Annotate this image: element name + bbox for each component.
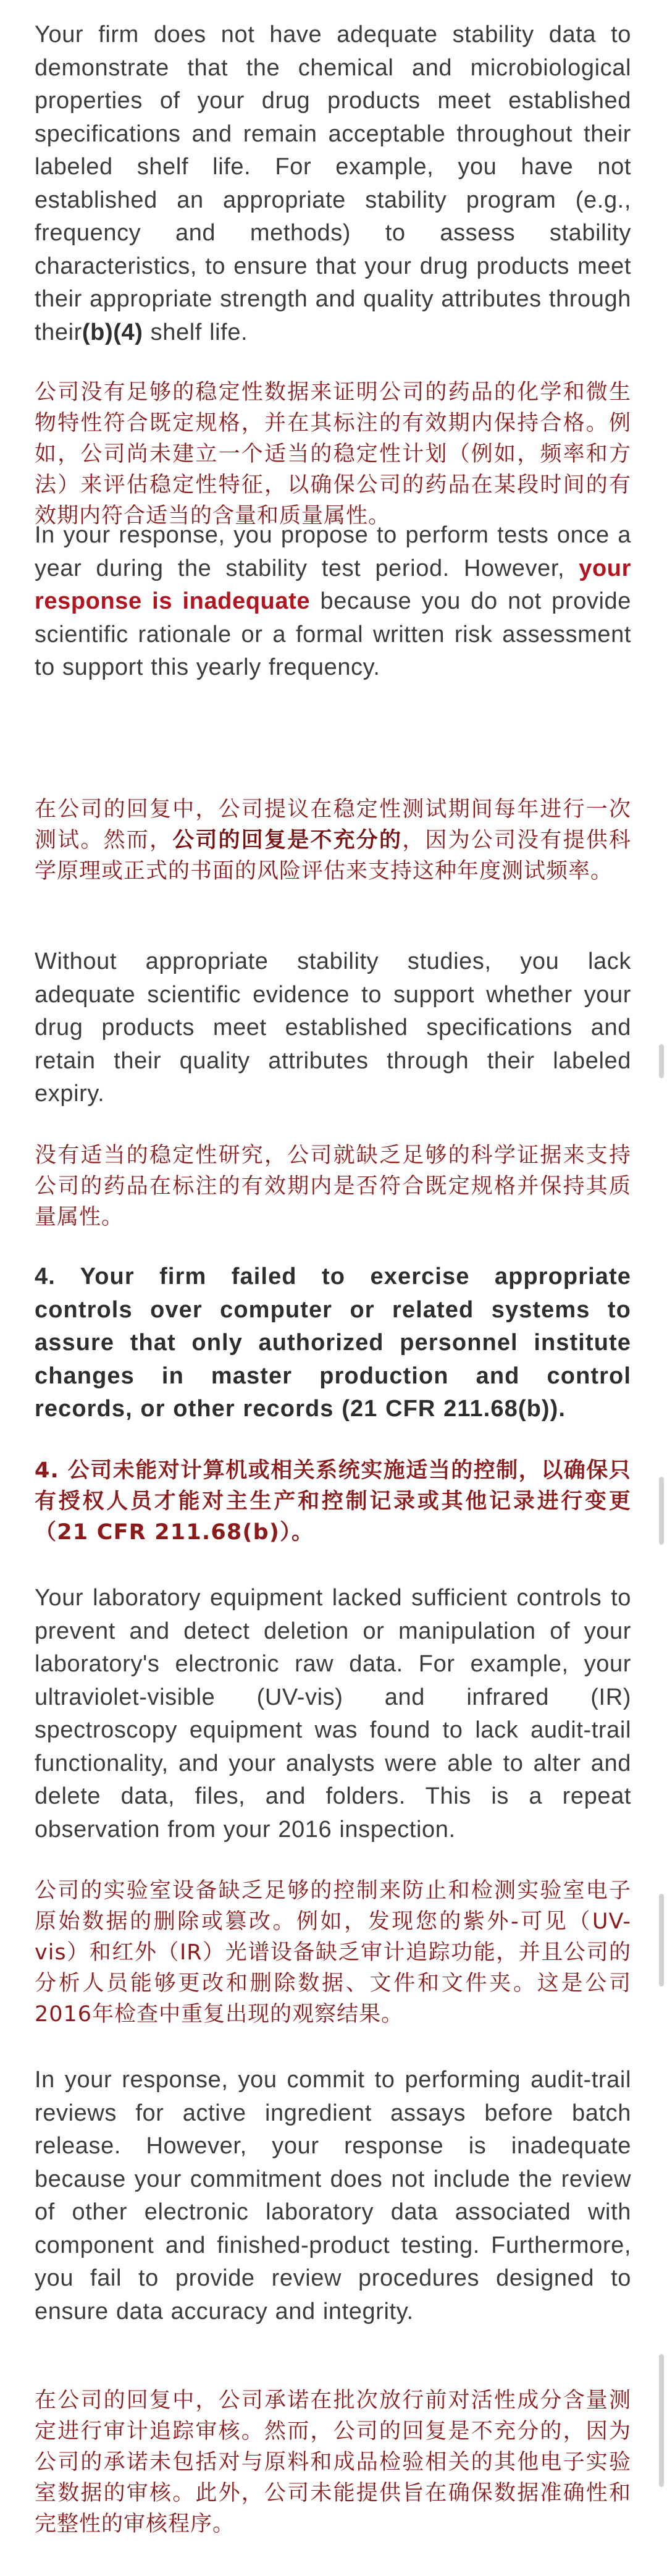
- paragraph-zh-stability-studies: 没有适当的稳定性研究，公司就缺乏足够的科学证据来支持公司的药品在标注的有效期内是否符合既定规格并保持其质量属性。: [35, 1143, 631, 1230]
- paragraph-tail: because you do not provide scientific rationale or a formal written risk assessment to support this yearly frequency.: [35, 588, 631, 680]
- section-heading-zh-4: 4. 公司未能对计算机或相关系统实施适当的控制，以确保只有授权人员才能对主生产和控制记录或其他记录进行变更（21 CFR 211.68(b)）。: [35, 1458, 631, 1545]
- paragraph-text: 在公司的回复中，公司提议在稳定性测试期间每年进行一次测试。然而，: [35, 797, 631, 853]
- paragraph-text: In your response, you propose to perform tests once a year during the stability test period. However,: [35, 522, 631, 581]
- paragraph-en-audit-trail: In your response, you commit to performing audit-trail reviews for active ingredient assays before batch release. However, your response is inadequate because your commitment does not include the review of other electronic laboratory data associated with component and finished-product testing. Furthermore, you fail to provide review procedures designed to ensure data accuracy and integrity.: [35, 2067, 631, 2325]
- paragraph-tail: ，因为公司没有提供科学原理或正式的书面的风险评估来支持这种年度测试频率。: [35, 828, 631, 884]
- scrollbar-thumb[interactable]: [659, 1894, 664, 1987]
- scrollbar-thumb[interactable]: [659, 1477, 664, 1545]
- paragraph-zh-audit-trail: 在公司的回复中，公司承诺在批次放行前对活性成分含量测定进行审计追踪审核。然而，公司的回复是不充分的，因为公司的承诺未包括对与原料和成品检验相关的其他电子实验室数据的审核。此外，公司未能提供旨在确保数据准确性和完整性的审核程序。: [35, 2388, 631, 2536]
- paragraph-text: Your firm does not have adequate stability data to demonstrate that the chemical and microbiological properties of your drug products meet established specifications and remain acceptable throughout their labeled shelf life. For example, you have not established an appropriate stability program (e.g., frequency and methods) to assess stability characteristics, to ensure that your drug products meet their appropriate strength and quality attributes through their: [35, 22, 631, 345]
- scrollbar-thumb[interactable]: [659, 1044, 664, 1078]
- paragraph-tail: shelf life.: [143, 319, 248, 345]
- paragraph-zh-response-yearly: [35, 794, 631, 887]
- paragraph-en-response-yearly: [35, 519, 631, 685]
- paragraph-zh-stability-data: 公司没有足够的稳定性数据来证明公司的药品的化学和微生物特性符合既定规格，并在其标注的有效期内保持合格。例如，公司尚未建立一个适当的稳定性计划（例如，频率和方法）来评估稳定性特征，以确保公司的药品在某段时间的有效期内符合适当的含量和质量属性。: [35, 380, 631, 528]
- scrollbar-thumb[interactable]: [659, 2354, 664, 2487]
- response-inadequate-emphasis: your response is inadequate: [35, 555, 631, 614]
- redaction-mark: (b)(4): [82, 319, 143, 345]
- section-heading-en-4: 4. Your firm failed to exercise appropriate controls over computer or related systems to assure that only authorized personnel institute changes in master production and control records, or other records (21 CFR 211.68(b)).: [35, 1264, 631, 1422]
- paragraph-en-stability-data: [35, 19, 631, 349]
- paragraph-zh-lab-equipment: 公司的实验室设备缺乏足够的控制来防止和检测实验室电子原始数据的删除或篡改。例如，发现您的紫外-可见（UV-vis）和红外（IR）光谱设备缺乏审计追踪功能，并且公司的分析人员能够更改和删除数据、文件和文件夹。这是公司2016年检查中重复出现的观察结果。: [35, 1878, 631, 2027]
- paragraph-en-stability-studies: Without appropriate stability studies, you lack adequate scientific evidence to support whether your drug products meet established specifications and retain their quality attributes through their labeled expiry.: [35, 948, 631, 1107]
- paragraph-en-lab-equipment: Your laboratory equipment lacked sufficient controls to prevent and detect deletion or manipulation of your laboratory's electronic raw data. For example, your ultraviolet-visible (UV-vis) and infrared (IR) spectroscopy equipment was found to lack audit-trail functionality, and your analysts were able to alter and delete data, files, and folders. This is a repeat observation from your 2016 inspection.: [35, 1585, 631, 1843]
- response-inadequate-emphasis-zh: 公司的回复是不充分的: [172, 828, 403, 853]
